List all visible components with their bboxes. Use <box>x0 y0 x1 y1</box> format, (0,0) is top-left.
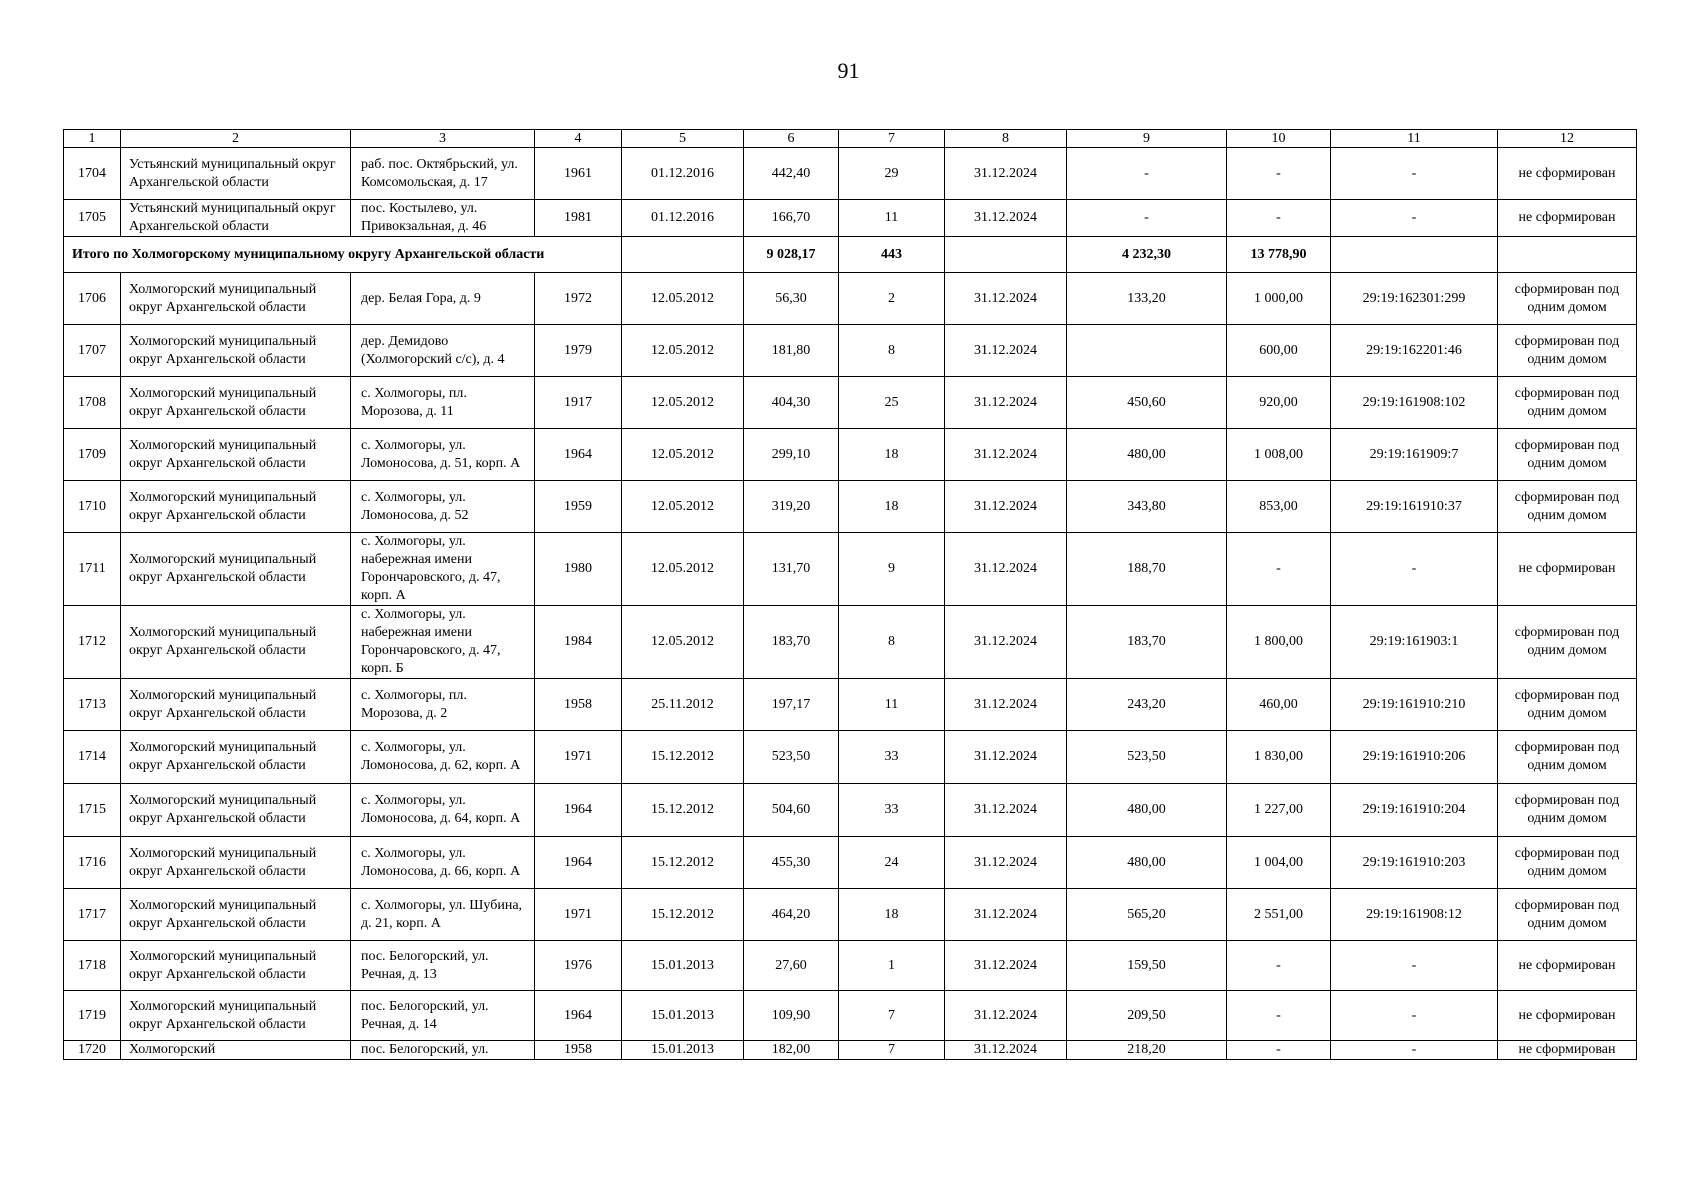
table-cell: 1971 <box>535 889 622 941</box>
column-header: 3 <box>351 130 535 148</box>
table-cell: 12.05.2012 <box>622 533 744 606</box>
table-cell: 523,50 <box>744 731 839 784</box>
table-cell: 1715 <box>64 784 121 837</box>
table-cell: 1714 <box>64 731 121 784</box>
table-row <box>64 991 1637 1041</box>
table-cell: Холмогорский муниципальный округ Архангельской области <box>121 679 351 731</box>
table-cell: 480,00 <box>1067 837 1227 889</box>
table-cell: 1958 <box>535 1041 622 1060</box>
table-cell: - <box>1067 200 1227 237</box>
table-cell: 209,50 <box>1067 991 1227 1041</box>
table-cell: 1 227,00 <box>1227 784 1331 837</box>
table-cell: 1 800,00 <box>1227 606 1331 679</box>
column-header: 1 <box>64 130 121 148</box>
table-cell: - <box>1331 991 1498 1041</box>
table-cell: 1979 <box>535 325 622 377</box>
table-cell: 1981 <box>535 200 622 237</box>
table-cell: с. Холмогоры, ул. Ломоносова, д. 66, корп. А <box>351 837 535 889</box>
table-cell: 450,60 <box>1067 377 1227 429</box>
table-cell: 29:19:161910:204 <box>1331 784 1498 837</box>
table-cell: 31.12.2024 <box>945 429 1067 481</box>
table-cell: 1980 <box>535 533 622 606</box>
table-cell: 1917 <box>535 377 622 429</box>
table-cell: 11 <box>839 679 945 731</box>
table-cell: 8 <box>839 606 945 679</box>
table-cell: 1964 <box>535 784 622 837</box>
table-cell: 455,30 <box>744 837 839 889</box>
table-cell: 24 <box>839 837 945 889</box>
table-cell: Холмогорский муниципальный округ Архангельской области <box>121 941 351 991</box>
table-cell: 31.12.2024 <box>945 679 1067 731</box>
table-cell: с. Холмогоры, ул. Ломоносова, д. 52 <box>351 481 535 533</box>
column-header: 10 <box>1227 130 1331 148</box>
table-cell: 7 <box>839 1041 945 1060</box>
table-cell: 12.05.2012 <box>622 325 744 377</box>
table-row <box>64 325 1637 377</box>
table-cell: 480,00 <box>1067 429 1227 481</box>
table-cell: 01.12.2016 <box>622 148 744 200</box>
table-cell: 920,00 <box>1227 377 1331 429</box>
table-cell: 18 <box>839 429 945 481</box>
table-row <box>64 533 1637 606</box>
table-cell: 12.05.2012 <box>622 429 744 481</box>
table-cell: сформирован под одним домом <box>1498 325 1637 377</box>
table-cell: - <box>1227 200 1331 237</box>
table-cell: пос. Белогорский, ул. Речная, д. 13 <box>351 941 535 991</box>
table-cell: с. Холмогоры, пл. Морозова, д. 2 <box>351 679 535 731</box>
table-cell: 29:19:161910:206 <box>1331 731 1498 784</box>
table-cell: 11 <box>839 200 945 237</box>
table-cell: 15.01.2013 <box>622 1041 744 1060</box>
table-cell: - <box>1227 533 1331 606</box>
table-cell: 15.12.2012 <box>622 837 744 889</box>
table-cell: 12.05.2012 <box>622 606 744 679</box>
page-number: 91 <box>837 58 860 83</box>
table-cell: 218,20 <box>1067 1041 1227 1060</box>
table-cell: 25 <box>839 377 945 429</box>
table-cell: - <box>1331 1041 1498 1060</box>
table-row <box>64 784 1637 837</box>
table-cell: 31.12.2024 <box>945 148 1067 200</box>
table-cell: Холмогорский муниципальный округ Архангельской области <box>121 731 351 784</box>
table-cell: Холмогорский муниципальный округ Архангельской области <box>121 377 351 429</box>
table-cell: 12.05.2012 <box>622 481 744 533</box>
table-cell: 12.05.2012 <box>622 377 744 429</box>
table-cell: 1959 <box>535 481 622 533</box>
table-cell: 9 <box>839 533 945 606</box>
table-cell: с. Холмогоры, ул. набережная имени Горончаровского, д. 47, корп. Б <box>351 606 535 679</box>
table-row <box>64 889 1637 941</box>
table-cell: 131,70 <box>744 533 839 606</box>
table-cell: не сформирован <box>1498 148 1637 200</box>
table-cell: 1713 <box>64 679 121 731</box>
table-cell: 853,00 <box>1227 481 1331 533</box>
table-cell: сформирован под одним домом <box>1498 429 1637 481</box>
table-cell: 1704 <box>64 148 121 200</box>
column-header: 8 <box>945 130 1067 148</box>
table-cell: 31.12.2024 <box>945 325 1067 377</box>
table-cell: Холмогорский муниципальный округ Архангельской области <box>121 991 351 1041</box>
column-header: 12 <box>1498 130 1637 148</box>
table-cell: 197,17 <box>744 679 839 731</box>
table-cell: пос. Костылево, ул. Привокзальная, д. 46 <box>351 200 535 237</box>
table-cell: Холмогорский муниципальный округ Архангельской области <box>121 533 351 606</box>
table-cell: 1 830,00 <box>1227 731 1331 784</box>
table-cell: 33 <box>839 784 945 837</box>
table-cell: 31.12.2024 <box>945 941 1067 991</box>
table-cell: 18 <box>839 889 945 941</box>
table-cell: 460,00 <box>1227 679 1331 731</box>
table-cell: - <box>1227 991 1331 1041</box>
table-cell: 1709 <box>64 429 121 481</box>
table-cell: 181,80 <box>744 325 839 377</box>
table-cell: 31.12.2024 <box>945 837 1067 889</box>
table-row <box>64 606 1637 679</box>
table-row <box>64 377 1637 429</box>
table-cell: не сформирован <box>1498 200 1637 237</box>
table-cell: 504,60 <box>744 784 839 837</box>
table-cell: сформирован под одним домом <box>1498 377 1637 429</box>
table-cell: 56,30 <box>744 273 839 325</box>
table-cell: 1710 <box>64 481 121 533</box>
table-cell: 1976 <box>535 941 622 991</box>
table-cell: 1716 <box>64 837 121 889</box>
table-cell: не сформирован <box>1498 533 1637 606</box>
table-cell: 243,20 <box>1067 679 1227 731</box>
table-cell: сформирован под одним домом <box>1498 273 1637 325</box>
table-cell: 31.12.2024 <box>945 889 1067 941</box>
column-header: 9 <box>1067 130 1227 148</box>
table-cell: 1718 <box>64 941 121 991</box>
table-cell: 1705 <box>64 200 121 237</box>
table-cell: с. Холмогоры, ул. Ломоносова, д. 64, корп. А <box>351 784 535 837</box>
table-cell: - <box>1227 148 1331 200</box>
table-cell: 27,60 <box>744 941 839 991</box>
table-cell: не сформирован <box>1498 991 1637 1041</box>
table-cell: 31.12.2024 <box>945 731 1067 784</box>
table-cell: 29 <box>839 148 945 200</box>
table-cell: сформирован под одним домом <box>1498 784 1637 837</box>
table-cell: 1708 <box>64 377 121 429</box>
table-cell: 1720 <box>64 1041 121 1060</box>
total-label: Итого по Холмогорскому муниципальному округу Архангельской области <box>64 237 622 273</box>
table-cell: с. Холмогоры, пл. Морозова, д. 11 <box>351 377 535 429</box>
table-cell: Холмогорский муниципальный округ Архангельской области <box>121 325 351 377</box>
table-cell: 1 000,00 <box>1227 273 1331 325</box>
table-cell: 31.12.2024 <box>945 991 1067 1041</box>
empty-cell <box>1498 237 1637 273</box>
column-header: 2 <box>121 130 351 148</box>
table-cell: с. Холмогоры, ул. Шубина, д. 21, корп. А <box>351 889 535 941</box>
table-cell: 29:19:161908:102 <box>1331 377 1498 429</box>
table-row <box>64 429 1637 481</box>
table-cell: 319,20 <box>744 481 839 533</box>
table-cell: 18 <box>839 481 945 533</box>
table-cell: 15.12.2012 <box>622 784 744 837</box>
table-cell: Холмогорский <box>121 1041 351 1060</box>
total-col9: 4 232,30 <box>1067 237 1227 273</box>
table-cell: 1972 <box>535 273 622 325</box>
table-cell: дер. Белая Гора, д. 9 <box>351 273 535 325</box>
column-header: 5 <box>622 130 744 148</box>
table-cell: 31.12.2024 <box>945 200 1067 237</box>
table-cell: 1971 <box>535 731 622 784</box>
table-cell: 182,00 <box>744 1041 839 1060</box>
table-cell: - <box>1067 148 1227 200</box>
table-cell: сформирован под одним домом <box>1498 837 1637 889</box>
empty-cell <box>622 237 744 273</box>
total-residents: 443 <box>839 237 945 273</box>
table-cell: Устьянский муниципальный округ Архангельской области <box>121 200 351 237</box>
table-cell: 480,00 <box>1067 784 1227 837</box>
table-cell: сформирован под одним домом <box>1498 679 1637 731</box>
table-cell: с. Холмогоры, ул. набережная имени Горончаровского, д. 47, корп. А <box>351 533 535 606</box>
table-cell: 29:19:161910:210 <box>1331 679 1498 731</box>
total-col10: 13 778,90 <box>1227 237 1331 273</box>
table-cell <box>1067 325 1227 377</box>
table-row <box>64 148 1637 200</box>
table-cell: Устьянский муниципальный округ Архангельской области <box>121 148 351 200</box>
table-cell: 1958 <box>535 679 622 731</box>
table-row <box>64 273 1637 325</box>
table-cell: не сформирован <box>1498 941 1637 991</box>
empty-cell <box>1331 237 1498 273</box>
table-cell: 166,70 <box>744 200 839 237</box>
table-cell: 1961 <box>535 148 622 200</box>
table-cell: 343,80 <box>1067 481 1227 533</box>
table-cell: сформирован под одним домом <box>1498 606 1637 679</box>
table-cell: 600,00 <box>1227 325 1331 377</box>
column-header: 7 <box>839 130 945 148</box>
table-cell: с. Холмогоры, ул. Ломоносова, д. 62, корп. А <box>351 731 535 784</box>
column-header: 11 <box>1331 130 1498 148</box>
table-cell: 183,70 <box>1067 606 1227 679</box>
table-cell: 1 <box>839 941 945 991</box>
table-cell: Холмогорский муниципальный округ Архангельской области <box>121 429 351 481</box>
table-cell: - <box>1227 941 1331 991</box>
table-cell: 1707 <box>64 325 121 377</box>
table-cell: 1717 <box>64 889 121 941</box>
table-cell: 31.12.2024 <box>945 606 1067 679</box>
table-cell: не сформирован <box>1498 1041 1637 1060</box>
table-cell: Холмогорский муниципальный округ Архангельской области <box>121 889 351 941</box>
table-cell: 1711 <box>64 533 121 606</box>
table-cell: 442,40 <box>744 148 839 200</box>
table-cell: с. Холмогоры, ул. Ломоносова, д. 51, корп. А <box>351 429 535 481</box>
table-cell: 159,50 <box>1067 941 1227 991</box>
column-number-row <box>64 130 1637 148</box>
table-cell: пос. Белогорский, ул. <box>351 1041 535 1060</box>
table-row <box>64 1041 1637 1060</box>
column-header: 4 <box>535 130 622 148</box>
table-cell: 109,90 <box>744 991 839 1041</box>
table-cell: Холмогорский муниципальный округ Архангельской области <box>121 784 351 837</box>
table-cell: 15.01.2013 <box>622 991 744 1041</box>
table-cell: 565,20 <box>1067 889 1227 941</box>
table-row <box>64 200 1637 237</box>
table-cell: 15.12.2012 <box>622 731 744 784</box>
table-cell: 1 004,00 <box>1227 837 1331 889</box>
table-cell: 1719 <box>64 991 121 1041</box>
total-row <box>64 237 1637 273</box>
table-cell: Холмогорский муниципальный округ Архангельской области <box>121 273 351 325</box>
table-cell: 31.12.2024 <box>945 784 1067 837</box>
table-cell: Холмогорский муниципальный округ Архангельской области <box>121 481 351 533</box>
table-cell: 523,50 <box>1067 731 1227 784</box>
column-header: 6 <box>744 130 839 148</box>
table-row <box>64 731 1637 784</box>
table-row <box>64 481 1637 533</box>
table-cell: 2 551,00 <box>1227 889 1331 941</box>
table-cell: 29:19:161910:203 <box>1331 837 1498 889</box>
table-cell: 15.01.2013 <box>622 941 744 991</box>
table-cell: 133,20 <box>1067 273 1227 325</box>
table-cell: 01.12.2016 <box>622 200 744 237</box>
table-cell: 29:19:161908:12 <box>1331 889 1498 941</box>
table-cell: сформирован под одним домом <box>1498 481 1637 533</box>
table-cell: сформирован под одним домом <box>1498 731 1637 784</box>
table-cell: - <box>1227 1041 1331 1060</box>
table-cell: - <box>1331 148 1498 200</box>
table-cell: 1964 <box>535 837 622 889</box>
table-cell: 7 <box>839 991 945 1041</box>
table-cell: дер. Демидово (Холмогорский с/с), д. 4 <box>351 325 535 377</box>
table-cell: 31.12.2024 <box>945 273 1067 325</box>
table-cell: 404,30 <box>744 377 839 429</box>
table-cell: 299,10 <box>744 429 839 481</box>
table-cell: 29:19:161910:37 <box>1331 481 1498 533</box>
table-cell: 8 <box>839 325 945 377</box>
empty-cell <box>945 237 1067 273</box>
table-cell: 1964 <box>535 429 622 481</box>
table-cell: 31.12.2024 <box>945 377 1067 429</box>
table-cell: 29:19:161903:1 <box>1331 606 1498 679</box>
table-cell: 31.12.2024 <box>945 481 1067 533</box>
table-cell: 12.05.2012 <box>622 273 744 325</box>
total-area: 9 028,17 <box>744 237 839 273</box>
table-cell: 29:19:162201:46 <box>1331 325 1498 377</box>
table-cell: - <box>1331 533 1498 606</box>
table-cell: 25.11.2012 <box>622 679 744 731</box>
table-cell: 29:19:161909:7 <box>1331 429 1498 481</box>
table-cell: - <box>1331 941 1498 991</box>
table-cell: 15.12.2012 <box>622 889 744 941</box>
table-cell: Холмогорский муниципальный округ Архангельской области <box>121 606 351 679</box>
table-cell: Холмогорский муниципальный округ Архангельской области <box>121 837 351 889</box>
table-cell: пос. Белогорский, ул. Речная, д. 14 <box>351 991 535 1041</box>
register-table <box>63 129 1637 1060</box>
table-cell: раб. пос. Октябрьский, ул. Комсомольская, д. 17 <box>351 148 535 200</box>
table-cell: 2 <box>839 273 945 325</box>
table-cell: 1 008,00 <box>1227 429 1331 481</box>
table-row <box>64 837 1637 889</box>
table-cell: 1706 <box>64 273 121 325</box>
table-cell: 1712 <box>64 606 121 679</box>
table-cell: - <box>1331 200 1498 237</box>
table-cell: 29:19:162301:299 <box>1331 273 1498 325</box>
table-cell: 1984 <box>535 606 622 679</box>
table-cell: 188,70 <box>1067 533 1227 606</box>
table-cell: 183,70 <box>744 606 839 679</box>
table-cell: 33 <box>839 731 945 784</box>
table-cell: 31.12.2024 <box>945 533 1067 606</box>
table-cell: 31.12.2024 <box>945 1041 1067 1060</box>
table-row <box>64 941 1637 991</box>
table-cell: сформирован под одним домом <box>1498 889 1637 941</box>
table-cell: 464,20 <box>744 889 839 941</box>
table-row <box>64 679 1637 731</box>
table-cell: 1964 <box>535 991 622 1041</box>
